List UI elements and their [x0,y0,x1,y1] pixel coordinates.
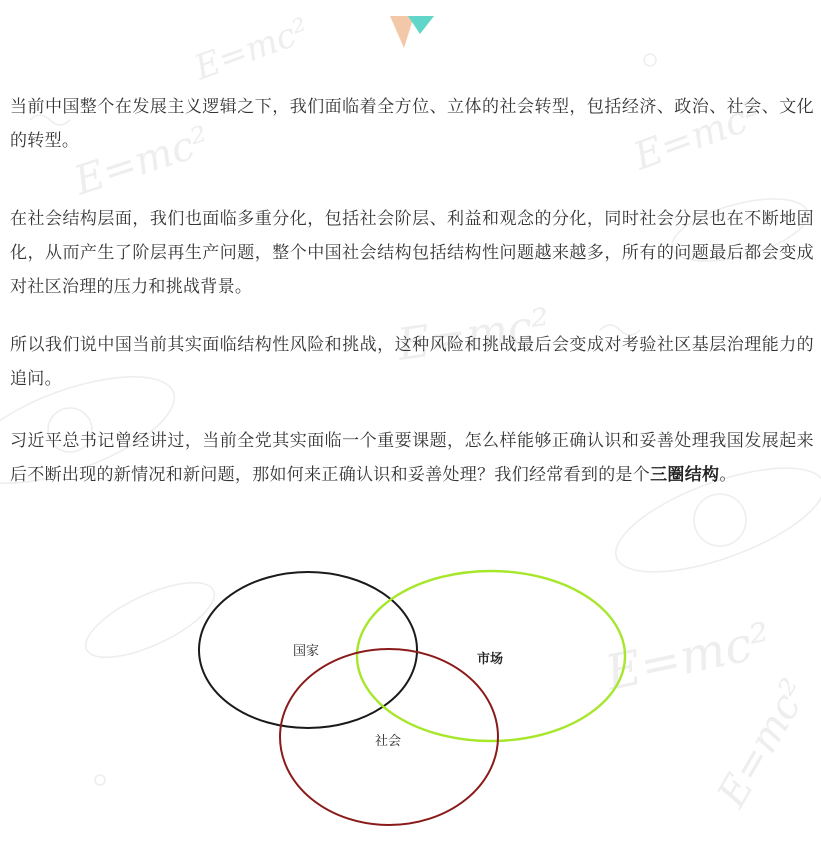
svg-text:E=mc²: E=mc² [189,10,315,89]
peach-triangle-icon [390,16,414,48]
paragraph-social-structure: 在社会结构层面，我们也面临多重分化，包括社会阶层、利益和观念的分化，同时社会分层也在不断地固化，从而产生了阶层再生产问题，整个中国社会结构包括结构性问题越来越多，所有的问题最后都会变成对社区治理的压力和挑战背景。 [10,209,814,297]
market-label: 市场 [477,652,504,667]
state-label: 国家 [293,644,320,659]
paragraph-text: 习近平总书记曾经讲过，当前全党其实面临一个重要课题，怎么样能够正确认识和妥善处理我国发展起来后不断出现的新情况和新问题，那如何来正确认识和妥善处理？我们经常看到的是个 [10,431,814,485]
venn-svg [185,560,645,840]
three-circle-structure-term: 三圈结构 [650,465,720,485]
svg-text:E=mc²: E=mc² [708,671,819,815]
svg-text:E=mc²: E=mc² [628,91,768,179]
teal-triangle-icon [408,16,434,34]
svg-text:E=mc²: E=mc² [600,612,776,702]
svg-text:E=mc²: E=mc² [68,117,216,205]
paragraph-social-transformation: 当前中国整个在发展主义逻辑之下，我们面临着全方位、立体的社会转型，包括经济、政治、社会、文化的转型。 [10,97,814,151]
paragraph-three-circle-structure [10,424,814,492]
svg-text:E=mc²: E=mc² [394,299,554,371]
three-circle-venn-diagram [185,560,645,840]
society-label: 社会 [375,734,402,749]
paragraph-end: 。 [719,465,737,485]
paragraph-structural-risk: 所以我们说中国当前其实面临结构性风险和挑战，这种风险和挑战最后会变成对考验社区基层治理能力的追问。 [10,335,814,389]
header-chevron-mark [388,14,438,50]
